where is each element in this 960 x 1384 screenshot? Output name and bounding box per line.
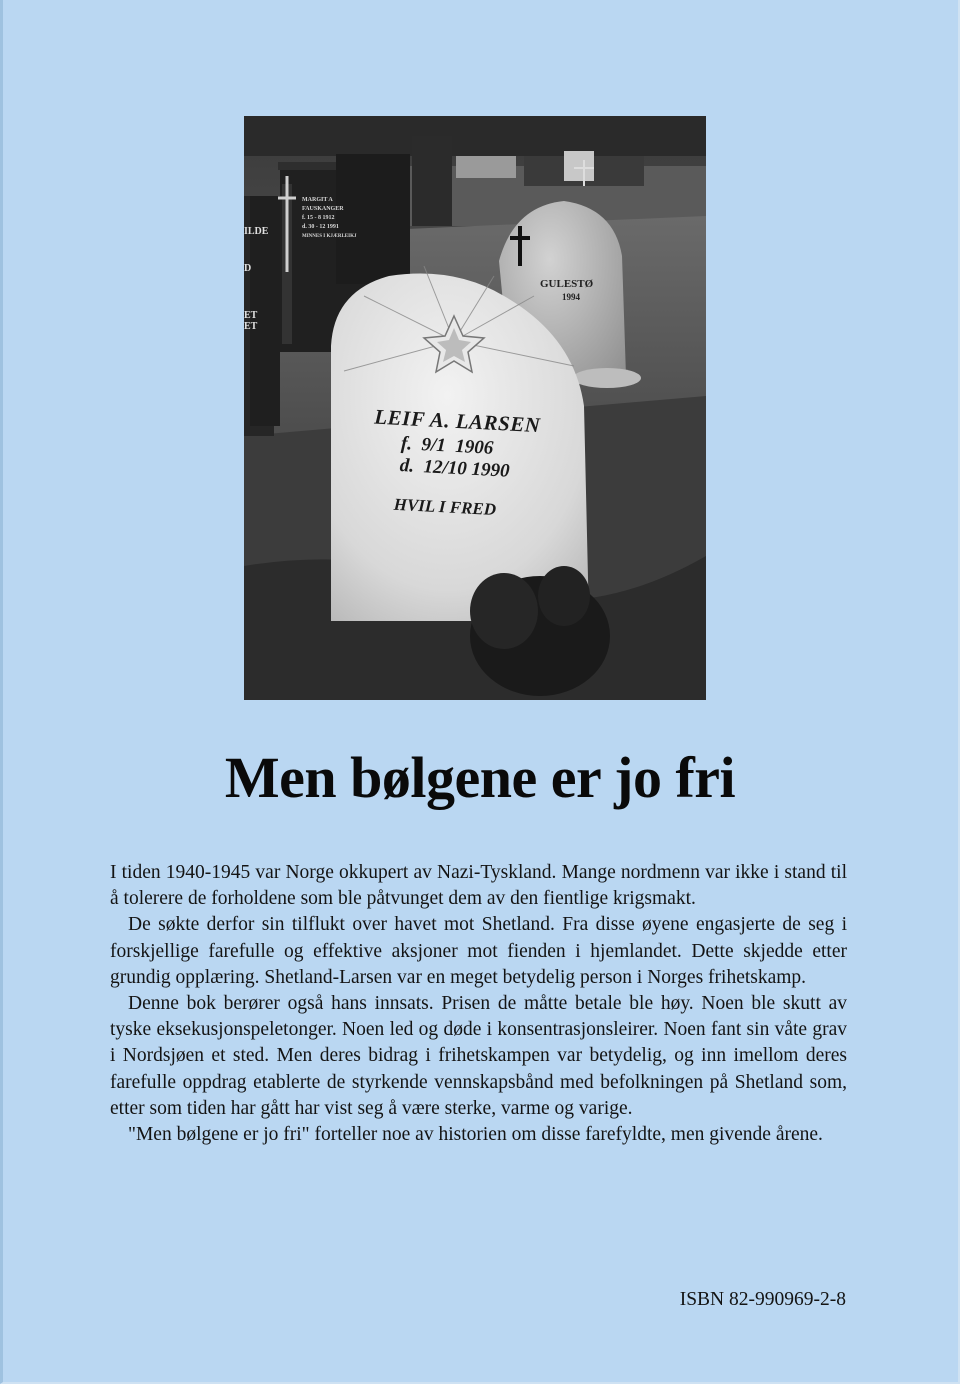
left-stone-line: f. 15 - 8 1912 <box>302 215 335 221</box>
headstone-died: d. 12/10 1990 <box>399 454 511 482</box>
left-stone-line: MARGIT A <box>302 197 333 203</box>
right-stone-inscription <box>540 278 593 304</box>
isbn: ISBN 82-990969-2-8 <box>679 1289 846 1310</box>
left-stone-line: MINNES I KJÆRLEIKJ <box>302 234 357 239</box>
left-stone-inscription <box>302 196 380 241</box>
book-title: Men bølgene er jo fri <box>224 745 736 810</box>
blurb-paragraph: "Men bølgene er jo fri" forteller noe av historien om disse farefyldte, men givende årene. <box>128 1124 823 1146</box>
headstone-name: LEIF A. LARSEN <box>373 404 542 438</box>
left-edge-fragments <box>244 226 268 332</box>
headstone-epitaph: HVIL I FRED <box>393 494 497 520</box>
right-stone-year: 1994 <box>562 292 580 302</box>
gravestone-photo <box>244 116 706 700</box>
blurb-paragraph: I tiden 1940-1945 var Norge okkupert av Nazi-Tyskland. Mange nordmenn var ikke i stand til å tolerere de forholdene som ble påtvunget dem av den fientlige krigsmakt. <box>110 862 847 910</box>
left-stone-line: d. 30 - 12 1991 <box>302 224 339 230</box>
left-stone-line: FAUSKANGER <box>302 206 344 212</box>
headstone-born: f. 9/1 1906 <box>400 433 494 459</box>
edge-fragment: ET <box>244 310 258 321</box>
right-stone-name: GULESTØ <box>540 278 594 290</box>
blurb-paragraph: Denne bok berører også hans innsats. Prisen de måtte betale ble høy. Noen ble skutt av tyske eksekusjonspeletonger. Noen led og døde i konsentrasjonsleirer. Noen fant sin våte grav i Nordsjøen et sted. Men deres bidrag i frihetskampen var betydelig, og inn imellom deres farefulle oppdrag etablerte de styrkende vennskapsbånd med befolkningen på Shetland som, etter som tiden har gått har vist seg å være sterke, varme og varige. <box>110 993 847 1119</box>
edge-fragment: ILDE <box>244 226 269 237</box>
edge-fragment: ET <box>244 321 258 332</box>
headstone-inscription <box>369 405 584 525</box>
blurb-paragraph: De søkte derfor sin tilflukt over havet mot Shetland. Fra disse øyene engasjerte de seg i forskjellige farefulle og effektive aksjoner mot fienden i hjemlandet. Dette skjedde etter grundig opplæring. Shetland-Larsen var en meget betydelig person i Norges frihetskamp. <box>110 914 847 988</box>
back-cover-blurb <box>110 860 847 1148</box>
edge-fragment: D <box>244 263 252 274</box>
